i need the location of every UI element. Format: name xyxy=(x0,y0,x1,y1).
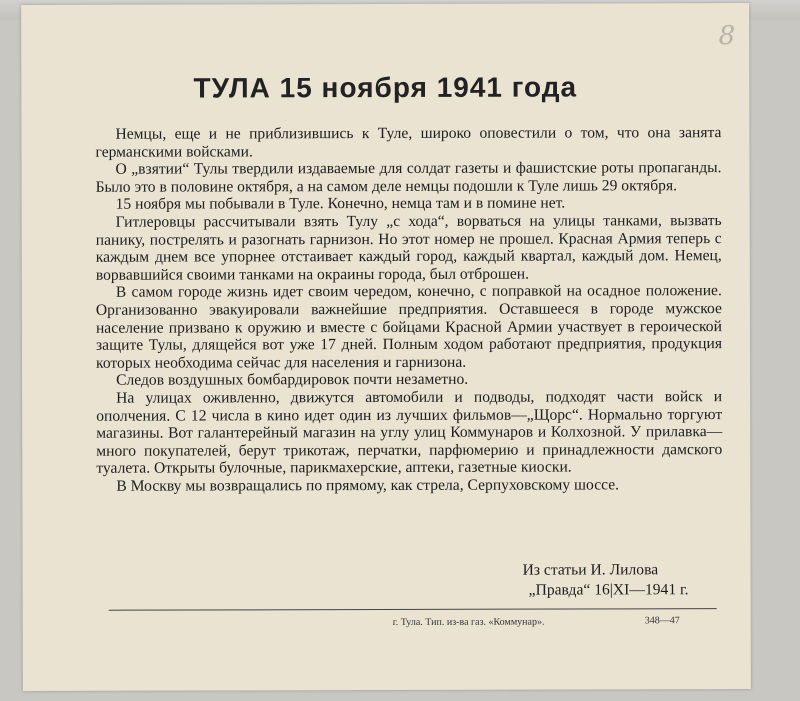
printer-imprint: г. Тула. Тип. из-ва газ. «Коммунар». xyxy=(392,616,545,628)
leaflet-title: ТУЛА 15 ноября 1941 года xyxy=(193,71,578,104)
pencil-mark: 8 xyxy=(718,21,736,52)
article-body xyxy=(95,124,722,495)
attribution: Из статьи И. Лилова xyxy=(522,561,659,579)
paragraph: Немцы, еще и не приблизившись к Туле, широко оповестили о том, что она занята германскими войсками. xyxy=(95,124,722,161)
paragraph: Следов воздушных бомбардировок почти незаметно. xyxy=(116,371,469,390)
paragraph: Гитлеровцы рассчитывали взять Тулу „с хода“, ворваться на улицы танками, вызвать панику, пострелять и разогнать гарнизон. Но этот номер не прошел. Красная Армия теперь с каждым днем все упорнее отстаивает каждый город, каждый квартал, каждый дом. Немец, ворвавшийся своими танками на окраины города, был отброшен. xyxy=(95,212,722,284)
print-order-code: 348—47 xyxy=(644,615,680,627)
leaflet-sheet xyxy=(21,3,751,691)
paragraph: О „взятии“ Тулы твердили издаваемые для солдат газеты и фашистские роты пропаганды. Было это в половине октября, а на самом деле немцы подошли к Туле лишь 29 октября. xyxy=(95,159,722,196)
paragraph: 15 ноября мы побывали в Туле. Конечно, немца там и в помине нет. xyxy=(115,194,566,214)
signature-block xyxy=(523,560,689,600)
source-citation: „Правда“ 16|XI—1941 г. xyxy=(528,581,689,599)
divider-line xyxy=(109,608,717,611)
paragraph: В самом городе жизнь идет своим чередом, конечно, с поправкой на осадное положение. Организованно эвакуировали важнейшие предприятия. Оставшееся в городе мужское население призвано к оружию и вместе с бойцами Красной Армии участвует в героической защите Тулы, длящейся вот уже 17 дней. Полным ходом работают предприятия, продукция которых необходима сейчас для населения и гарнизона. xyxy=(95,282,723,372)
paragraph: В Москву мы возвращались по прямому, как стрела, Серпуховскому шоссе. xyxy=(116,476,620,495)
paragraph: На улицах оживленно, движутся автомобили и подводы, подходят части войск и ополчения. С 12 числа в кино идет один из лучших фильмов—„Щорс“. Нормально торгуют магазины. Вот галантерейный магазин на углу улиц Коммунаров и Колхозной. У прилавка—много покупателей, берут трикотаж, перчатки, парфюмерию и принадлежности дамского туалета. Открыты булочные, парикмахерские, аптеки, газетные киоски. xyxy=(96,388,723,478)
